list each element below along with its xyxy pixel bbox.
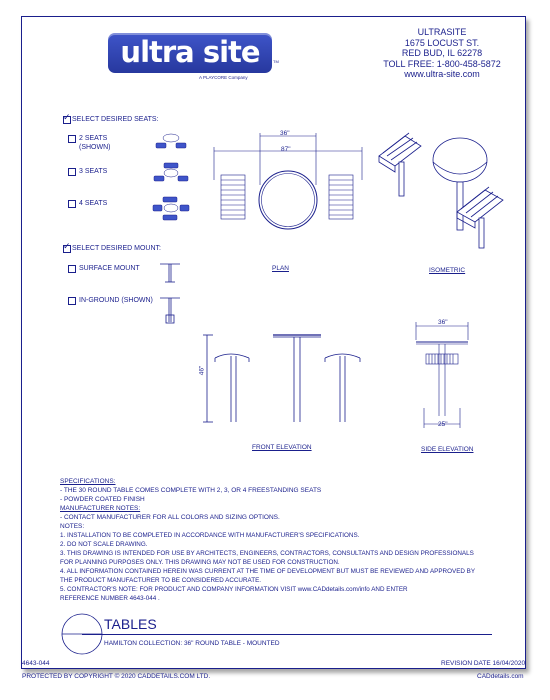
note-line: 3. THIS DRAWING IS INTENDED FOR USE BY ARCHITECTS, ENGINEERS, CONTRACTORS, CONSULTANTS AND DESIGN PROFESSIONALS: [60, 550, 474, 557]
plan-label: PLAN: [272, 265, 289, 272]
plan-view-drawing: [205, 125, 370, 245]
isometric-drawing: [375, 130, 515, 255]
side-top-dim-label: 36": [438, 319, 448, 326]
mount-surface-label: SURFACE MOUNT: [79, 265, 140, 272]
seats-header: SELECT DESIRED SEATS:: [72, 116, 159, 123]
mount-header: SELECT DESIRED MOUNT:: [72, 245, 161, 252]
three-seat-thumbnail: [154, 163, 188, 181]
mfr-notes-header: MANUFACTURER NOTES:: [60, 505, 141, 512]
company-city: RED BUD, IL 62278: [401, 48, 483, 58]
note-line: 1. INSTALLATION TO BE COMPLETED IN ACCORDANCE WITH MANUFACTURER'S SPECIFICATIONS.: [60, 532, 360, 539]
isometric-label: ISOMETRIC: [429, 267, 466, 274]
note-line: 5. CONTRACTOR'S NOTE: FOR PRODUCT AND COMPANY INFORMATION VISIT www.CADdetails.com/info AND ENTER: [60, 586, 408, 593]
company-toll-free: TOLL FREE: 1-800-458-5872: [383, 58, 501, 69]
front-elevation-label: FRONT ELEVATION: [252, 444, 312, 451]
seat-option-2-checkbox[interactable]: [68, 135, 76, 143]
sheet-title: TABLES: [104, 616, 157, 632]
inground-mount-thumbnail: [160, 298, 180, 323]
company-name: ULTRASITE: [417, 27, 467, 37]
check-icon: ✓: [63, 241, 71, 251]
seat-option-4-label: 4 SEATS: [79, 200, 108, 207]
ultrasite-logo: [108, 33, 272, 73]
surface-mount-thumbnail: [160, 264, 180, 282]
plan-dim-table-label: 36": [280, 130, 290, 137]
side-base-dim-label: 25": [438, 421, 448, 428]
logo-trademark: TM: [273, 59, 279, 64]
note-line: 2. DO NOT SCALE DRAWING.: [60, 541, 148, 548]
mount-inground-checkbox[interactable]: [68, 297, 76, 305]
two-seat-thumbnail: [156, 134, 186, 148]
plan-dim-overall-label: 87": [281, 146, 291, 153]
seat-option-2-note: (SHOWN): [79, 144, 111, 151]
specs-header: SPECIFICATIONS:: [60, 478, 116, 485]
mount-inground-label: IN-GROUND (SHOWN): [79, 297, 153, 304]
revision-date: REVISION DATE 16/04/2020: [441, 660, 526, 667]
mount-checkbox[interactable]: [63, 241, 71, 253]
seat-option-2-label: 2 SEATS: [79, 135, 108, 142]
side-elevation-label: SIDE ELEVATION: [421, 446, 474, 453]
seat-option-4-checkbox[interactable]: [68, 200, 76, 208]
seat-option-3-label: 3 SEATS: [79, 168, 108, 175]
note-line: REFERENCE NUMBER 4643-044 .: [60, 595, 160, 602]
mount-thumbnails: [155, 260, 185, 326]
front-elevation-drawing: [195, 330, 380, 440]
caddetails-link[interactable]: CADdetails.com: [477, 673, 524, 680]
front-height-label: 46": [198, 365, 206, 376]
company-address: [382, 27, 502, 80]
sheet-subtitle: HAMILTON COLLECTION: 36" ROUND TABLE - MOUNTED: [104, 640, 280, 647]
note-line: THE PRODUCT MANUFACTURER TO BE CONSIDERED ACCURATE.: [60, 577, 262, 584]
title-rule: [82, 634, 492, 635]
mfr-note-line: - CONTACT MANUFACTURER FOR ALL COLORS AND SIZING OPTIONS.: [60, 514, 280, 521]
check-icon: ✓: [63, 112, 71, 122]
company-street: 1675 LOCUST ST.: [404, 37, 480, 48]
note-line: FOR PLANNING PURPOSES ONLY. THIS DRAWING MAY NOT BE USED FOR CONSTRUCTION.: [60, 559, 340, 566]
seat-option-3-checkbox[interactable]: [68, 168, 76, 176]
copyright-text: PROTECTED BY COPYRIGHT © 2020 CADDETAILS.COM LTD.: [22, 673, 211, 680]
notes-header: NOTES:: [60, 523, 85, 530]
seat-thumbnails: [150, 128, 192, 228]
company-website[interactable]: www.ultra-site.com: [404, 69, 480, 79]
mount-surface-checkbox[interactable]: [68, 265, 76, 273]
note-line: 4. ALL INFORMATION CONTAINED HEREIN WAS CURRENT AT THE TIME OF DEVELOPMENT BUT MUST BE REVIEWED AND APPROVED BY: [60, 568, 476, 575]
reference-number: 4643-044: [22, 660, 50, 667]
logo-tagline: A PLAYCORE Company: [199, 75, 248, 80]
spec-line-2: - POWDER COATED FINISH: [60, 496, 145, 503]
seats-checkbox[interactable]: [63, 112, 71, 124]
logo-text: ultra site: [120, 35, 260, 69]
four-seat-thumbnail: [153, 197, 189, 220]
spec-line-1: - THE 30 ROUND TABLE COMES COMPLETE WITH 2, 3, OR 4 FREESTANDING SEATS: [60, 487, 322, 494]
